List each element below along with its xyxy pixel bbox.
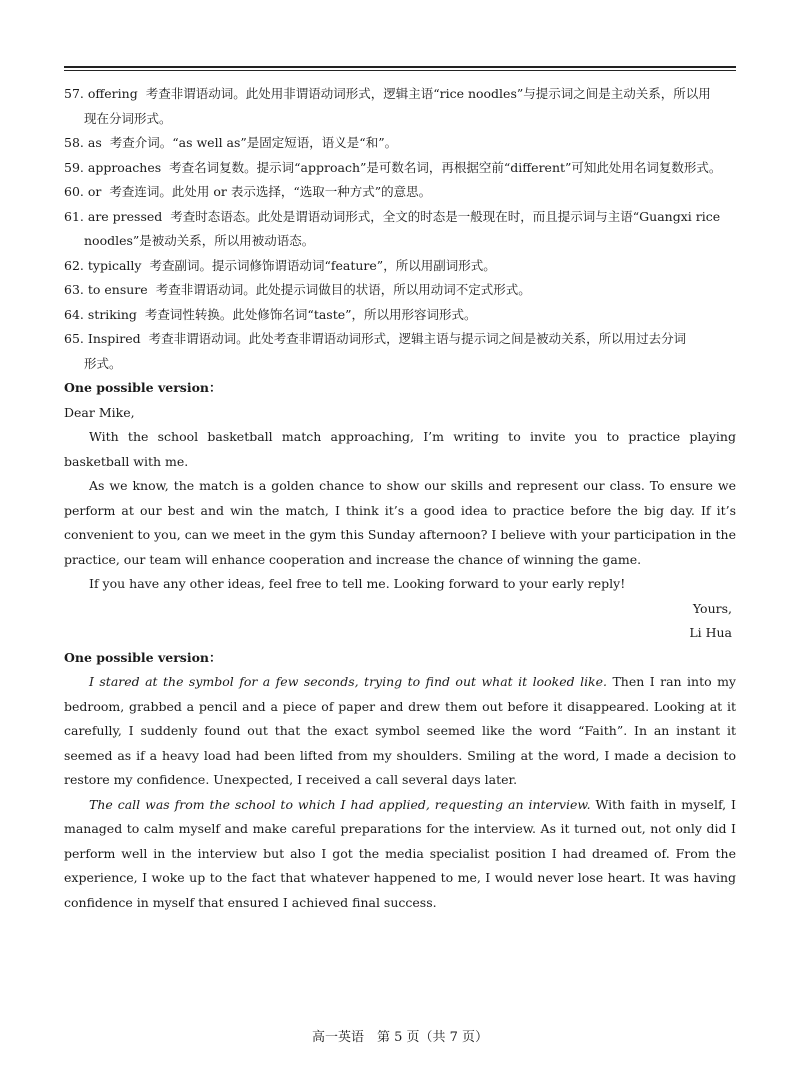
answer-item: 64. striking 考查词性转换。此处修饰名词“taste”，所以用形容词形式。 bbox=[64, 306, 477, 322]
letter-closing: Yours, bbox=[692, 600, 732, 616]
letter-header: One possible version： bbox=[64, 380, 222, 395]
letter-paragraph: If you have any other ideas, feel free to tell me. Looking forward to your early reply! bbox=[89, 576, 626, 591]
answer-item: 59. approaches 考查名词复数。提示词“approach”是可数名词，再根据空前“different”可知此处用名词复数形式。 bbox=[64, 159, 722, 175]
letter-signature: Li Hua bbox=[689, 625, 732, 640]
page-footer: 高一英语 第 5 页（共 7 页） bbox=[311, 1030, 489, 1045]
letter-paragraph: With the school basketball match approaching, I’m writing to invite you to practice playing basketball with me. bbox=[64, 429, 736, 469]
letter-greeting: Dear Mike, bbox=[64, 404, 135, 420]
answer-item: 62. typically 考查副词。提示词修饰谓语动词“feature”，所以用副词形式。 bbox=[64, 257, 496, 273]
answer-item: 61. are pressed 考查时态语态。此处是谓语动词形式，全文的时态是一般现在时，而且提示词与主语“Guangxi rice noodles”是被动关系，所以用被动语态。 bbox=[64, 208, 721, 248]
answer-item: 63. to ensure 考查非谓语动词。此处提示词做目的状语，所以用动词不定式形式。 bbox=[64, 282, 531, 297]
header-rule bbox=[64, 66, 736, 71]
answer-item: 57. offering 考查非谓语动词。此处用非谓语动词形式，逻辑主语“rice noodles”与提示词之间是主动关系，所以用 现在分词形式。 bbox=[64, 86, 711, 126]
answer-item: 58. as 考查介词。“as well as”是固定短语，语义是“和”。 bbox=[64, 135, 398, 150]
story-paragraph: The call was from the school to which I had applied, requesting an interview. With faith in myself, I managed to calm myself and make careful preparations for the interview. As it turned out, not only did I perform well in the interview but also I got the media specialist position I had dreamed of. From the experience, I woke up to the fact that whatever happened to me, I would never lose heart. It was having confidence in myself that ensured I achieved final success. bbox=[64, 796, 736, 910]
letter-paragraph: As we know, the match is a golden chance to show our skills and represent our class. To ensure we perform at our best and win the match, I think it’s a good idea to practice before the big day. If it’s convenient to you, can we meet in the gym this Sunday afternoon? I believe with your participation in the practice, our team will enhance cooperation and increase the chance of winning the game. bbox=[64, 478, 736, 567]
story-paragraph: I stared at the symbol for a few seconds, trying to find out what it looked like. Then I ran into my bedroom, grabbed a pencil and a piece of paper and drew them out before it disappeared. Looking at it carefully, I suddenly found out that the exact symbol seemed like the word “Faith”. In an instant it seemed as if a heavy load had been lifted from my shoulders. Smiling at the word, I made a decision to restore my confidence. Unexpected, I received a call several days later. bbox=[64, 674, 736, 787]
story-given-sentence: The call was from the school to which I had applied, requesting an interview. bbox=[89, 796, 591, 812]
page-content bbox=[64, 82, 736, 915]
story-given-sentence: I stared at the symbol for a few seconds, trying to find out what it looked like. bbox=[89, 674, 608, 689]
answer-item: 60. or 考查连词。此处用 or 表示选择，“选取一种方式”的意思。 bbox=[64, 184, 432, 199]
story-header: One possible version： bbox=[64, 649, 222, 665]
answer-item: 65. Inspired 考查非谓语动词。此处考查非谓语动词形式，逻辑主语与提示词之间是被动关系，所以用过去分词 形式。 bbox=[64, 331, 687, 371]
